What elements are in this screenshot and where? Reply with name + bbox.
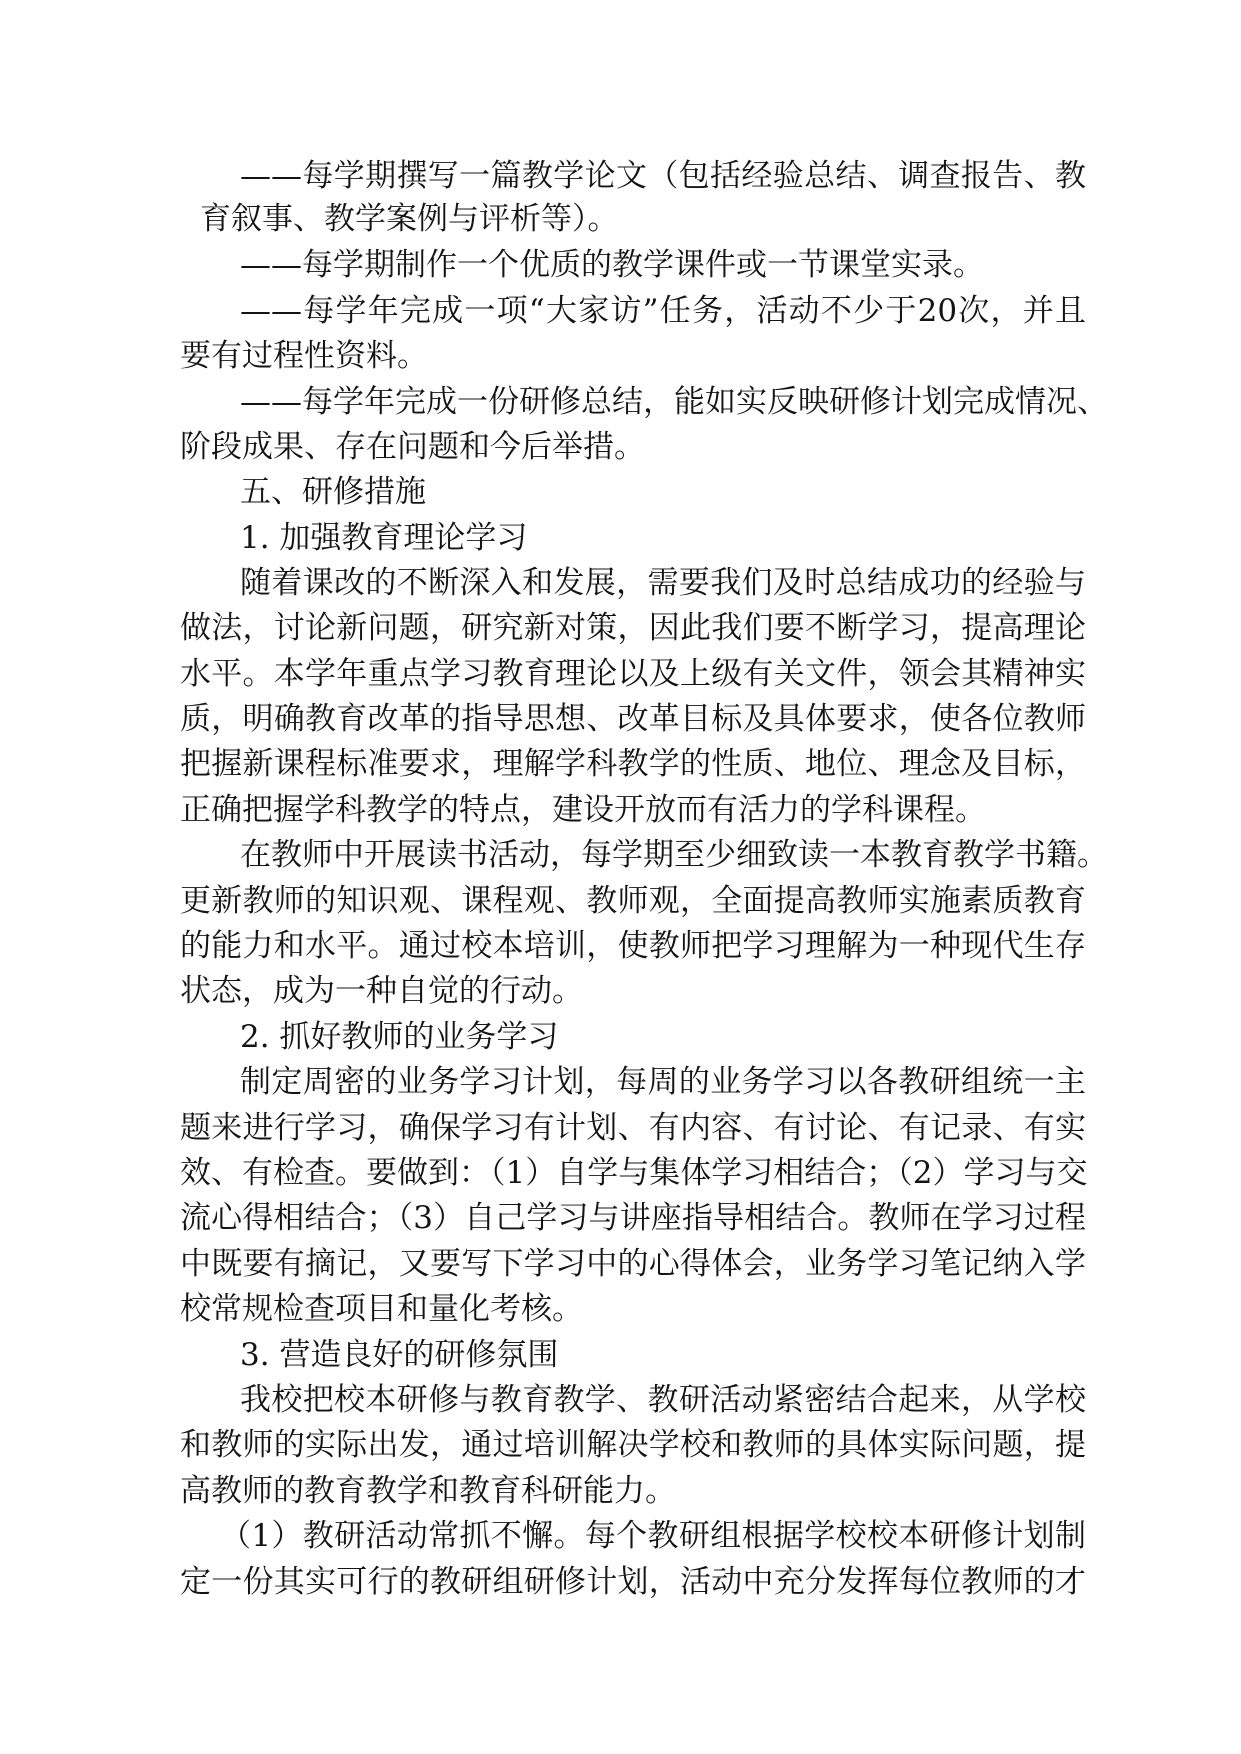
text-line: 高教师的教育教学和教育科研能力。 — [180, 1473, 676, 1509]
text-line: 制定周密的业务学习计划，每周的业务学习以各教研组统一主 — [240, 1064, 1086, 1100]
text-line: 题来进行学习，确保学习有计划、有内容、有讨论、有记录、有实 — [180, 1110, 1086, 1146]
text-line: （1）教研活动常抓不懈。每个教研组根据学校校本研修计划制 — [220, 1518, 1086, 1554]
text-line: 质，明确教育改革的指导思想、改革目标及具体要求，使各位教师 — [180, 701, 1086, 737]
text-line: 状态，成为一种自觉的行动。 — [180, 973, 583, 1009]
text-line: 和教师的实际出发，通过培训解决学校和教师的具体实际问题，提 — [180, 1427, 1086, 1463]
text-line: 正确把握学科教学的特点，建设开放而有活力的学科课程。 — [180, 792, 986, 828]
subsection-heading: 3. 营造良好的研修氛围 — [240, 1337, 559, 1373]
text-line: 在教师中开展读书活动，每学期至少细致读一本教育教学书籍。 — [240, 837, 1108, 873]
text-line: ——每学年完成一项“大家访”任务，活动不少于20次，并且 — [240, 293, 1086, 329]
text-line: 随着课改的不断深入和发展，需要我们及时总结成功的经验与 — [240, 565, 1086, 601]
text-line: 水平。本学年重点学习教育理论以及上级有关文件，领会其精神实 — [180, 656, 1086, 692]
text-line: 的能力和水平。通过校本培训，使教师把学习理解为一种现代生存 — [180, 928, 1086, 964]
subsection-heading: 2. 抓好教师的业务学习 — [240, 1019, 559, 1055]
text-line: 校常规检查项目和量化考核。 — [180, 1291, 583, 1327]
section-heading: 五、研修措施 — [240, 474, 426, 510]
text-line: ——每学期撰写一篇教学论文（包括经验总结、调查报告、教 — [240, 158, 1086, 194]
subsection-heading: 1. 加强教育理论学习 — [240, 520, 528, 556]
text-line: 育叙事、教学案例与评析等）。 — [200, 201, 619, 237]
text-line: 流心得相结合；（3）自己学习与讲座指导相结合。教师在学习过程 — [180, 1200, 1086, 1236]
text-line: ——每学年完成一份研修总结，能如实反映研修计划完成情况、 — [240, 384, 1108, 420]
text-line: 要有过程性资料。 — [180, 338, 428, 374]
text-line: 做法，讨论新问题，研究新对策，因此我们要不断学习，提高理论 — [180, 610, 1086, 646]
text-line: 定一份其实可行的教研组研修计划，活动中充分发挥每位教师的才 — [180, 1564, 1086, 1600]
text-line: 把握新课程标准要求，理解学科教学的性质、地位、理念及目标， — [180, 746, 1086, 782]
text-line: 更新教师的知识观、课程观、教师观，全面提高教师实施素质教育 — [180, 883, 1086, 919]
text-line: 阶段成果、存在问题和今后举措。 — [180, 429, 645, 465]
text-line: 我校把校本研修与教育教学、教研活动紧密结合起来，从学校 — [240, 1382, 1086, 1418]
text-line: 效、有检查。要做到：（1）自学与集体学习相结合；（2）学习与交 — [180, 1155, 1088, 1191]
text-line: ——每学期制作一个优质的教学课件或一节课堂实录。 — [240, 247, 984, 283]
text-line: 中既要有摘记，又要写下学习中的心得体会，业务学习笔记纳入学 — [180, 1246, 1086, 1282]
